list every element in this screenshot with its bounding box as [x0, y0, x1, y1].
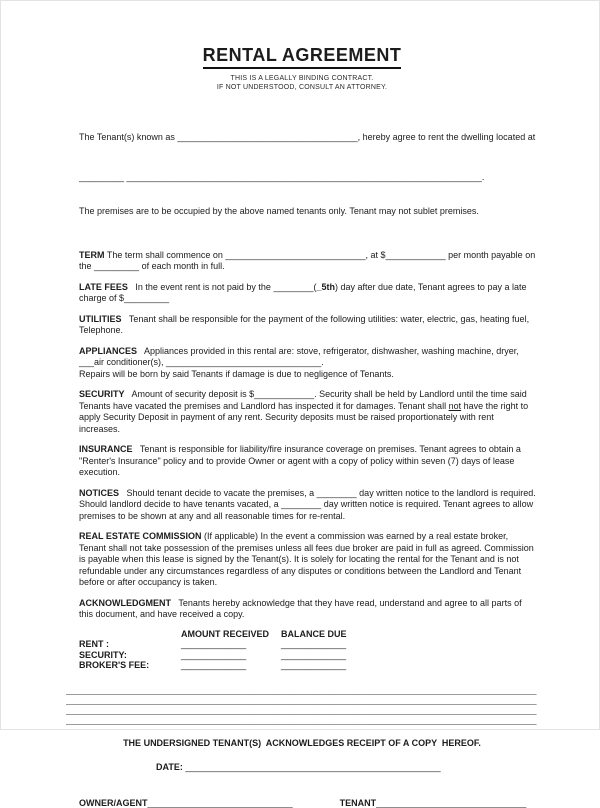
late-fees-fifth: _5th: [316, 281, 335, 292]
payment-table-header-row: [79, 629, 537, 640]
subtitle-line-1: THIS IS A LEGALLY BINDING CONTRACT.: [230, 75, 374, 82]
late-fees-label: LATE FEES: [79, 281, 128, 292]
subtitle-line-2: IF NOT UNDERSTOOD, CONSULT AN ATTORNEY.: [216, 84, 388, 91]
appliances-text: Appliances provided in this rental are: stove, refrigerator, dishwasher, washing machine, dryer, ___air conditioner(s), _______________________________.: [79, 345, 522, 367]
tenant-known-as-line: [79, 132, 537, 144]
insurance-text: Tenant is responsible for liability/fire insurance coverage on premises. Tenant agrees to obtain a "Renter's Insurance" policy and to provide Owner or agent with a copy of policy within seven (7) days of lease execution.: [79, 444, 524, 477]
security-text-1: Amount of security deposit is $____________. Security shall be held by Landlord until the time said Tenants have vacated the premises and Landlord has inspected it for damages. Tenant shall: [79, 389, 530, 411]
signature-row: [79, 798, 537, 808]
tenant-signature: [340, 798, 527, 808]
date-blank: ___________________________________________________: [185, 761, 441, 772]
date-row: [156, 762, 537, 772]
intro-text: The Tenant(s) known as: [79, 132, 178, 142]
insurance-label: INSURANCE: [79, 444, 133, 454]
tenant-label: TENANT: [339, 797, 377, 808]
appliances-label: APPLIANCES: [79, 345, 138, 356]
appliances-repairs-text: Repairs will be born by said Tenants if damage is due to negligence of Tenants.: [79, 368, 394, 379]
term-text-2: , at $: [365, 249, 386, 260]
notices-text: Should tenant decide to vacate the premises, a ________ day written notice to the landlord is required. Should landlord decide to have tenants vacated, a ________ day written notice is required. Tenant agrees to allow premises to be shown at any and all reasonable times for re-rental.: [79, 487, 539, 521]
acknowledgment-text: Tenants hereby acknowledge that they have read, understand and agree to all parts of this document, and have received a copy.: [79, 597, 525, 619]
late-fees-day-blank: ________(: [273, 281, 317, 292]
intro-clause: [79, 109, 537, 241]
owner-agent-blank: _____________________________: [147, 797, 293, 808]
rent-amount-blank: _____________: [181, 639, 247, 649]
brokers-fee-row-label: BROKER'S FEE:: [79, 660, 150, 670]
section-acknowledgment: [79, 598, 537, 621]
table-row-security: [79, 650, 537, 661]
security-amount-blank: _____________: [181, 649, 247, 660]
utilities-label: UTILITIES: [79, 313, 122, 324]
term-text-3: per month payable on the: [79, 249, 538, 271]
rent-row-label: RENT :: [79, 639, 109, 649]
term-amount-blank: ____________: [385, 249, 446, 260]
payment-header-spacer: [79, 629, 181, 640]
security-label: SECURITY: [79, 389, 125, 399]
page-title: RENTAL AGREEMENT: [203, 45, 402, 69]
date-label: DATE:: [156, 761, 186, 772]
brokers-fee-balance-blank: _____________: [281, 660, 347, 670]
document-subtitle: [67, 74, 537, 92]
security-not-underlined: not: [448, 400, 462, 411]
column-header-balance-due: BALANCE DUE: [281, 628, 347, 639]
owner-agent-label: OWNER/AGENT: [79, 797, 148, 808]
section-insurance: [79, 444, 537, 479]
column-header-amount-received: AMOUNT RECEIVED: [181, 628, 270, 639]
notes-line-3: ______________________________________________________________________________________________: [66, 704, 537, 715]
rent-balance-blank: _____________: [281, 639, 347, 649]
table-row-rent: [79, 639, 537, 650]
term-date-blank: ____________________________: [225, 249, 366, 260]
occupancy-clause: The premises are to be occupied by the above named tenants only. Tenant may not sublet premises.: [79, 206, 479, 216]
commission-label: REAL ESTATE COMMISSION: [79, 531, 202, 541]
intro-text-post: , hereby agree to rent the dwelling located at: [357, 132, 536, 142]
section-term: [79, 250, 537, 273]
table-row-brokers-fee: [79, 660, 537, 671]
notes-line-4: ______________________________________________________________________________________________: [66, 714, 537, 725]
document-body: [66, 109, 539, 808]
document-header: [67, 45, 537, 92]
tenant-name-blank: ____________________________________: [177, 132, 358, 142]
address-blank-line: _________ _______________________________________________________________________.: [79, 171, 485, 182]
acknowledgment-label: ACKNOWLEDGMENT: [79, 597, 171, 608]
late-fees-text-1: In the event rent is not paid by the: [127, 281, 274, 292]
security-balance-blank: _____________: [281, 649, 347, 660]
section-appliances: [79, 346, 537, 381]
document-page: [1, 1, 600, 808]
notes-lines: [66, 685, 552, 725]
term-label: TERM: [79, 249, 105, 260]
tenant-blank: ______________________________: [376, 797, 527, 808]
security-text-2: have the right to apply Security Deposit in payment of any rent. Security deposits must be raised proportionately with rent increases.: [79, 400, 531, 434]
receipt-statement: THE UNDERSIGNED TENANT(S) ACKNOWLEDGES RECEIPT OF A COPY HEREOF.: [123, 737, 481, 748]
payment-table: [79, 629, 537, 671]
notices-label: NOTICES: [79, 487, 120, 498]
owner-agent-signature: [79, 798, 293, 808]
late-fees-charge-blank: _________: [124, 293, 170, 303]
section-notices: [79, 488, 537, 523]
commission-text: (If applicable) In the event a commission was earned by a real estate broker, Tenant shall not take possession of the premises unless all fees due broker are paid in full as agreed. Commission is payable when this lease is signed by the Tenant(s). It is solely for locating the rental for the Tenant and is not refundable under any circumstances regardless of any disputes or conditions between the Landlord and Tenant before or after occupancy is taken.: [79, 531, 537, 587]
notes-line-1: ______________________________________________________________________________________________: [66, 684, 537, 695]
term-day-blank: _________: [94, 261, 140, 271]
notes-line-2: ______________________________________________________________________________________________: [66, 694, 537, 705]
section-security: [79, 389, 537, 435]
section-utilities: [79, 314, 537, 337]
security-row-label: SECURITY:: [79, 649, 127, 660]
term-text-1: The term shall commence on: [104, 249, 226, 260]
term-text-4: of each month in full.: [139, 261, 225, 271]
late-fees-text-2: ) day after due date, Tenant agrees to pay a late charge of $: [79, 281, 529, 303]
section-late-fees: [79, 282, 537, 305]
section-real-estate-commission: [79, 531, 537, 589]
brokers-fee-amount-blank: _____________: [181, 660, 247, 670]
utilities-text: Tenant shall be responsible for the payment of the following utilities: water, electric, gas, heating fuel, Telephone.: [79, 313, 532, 335]
